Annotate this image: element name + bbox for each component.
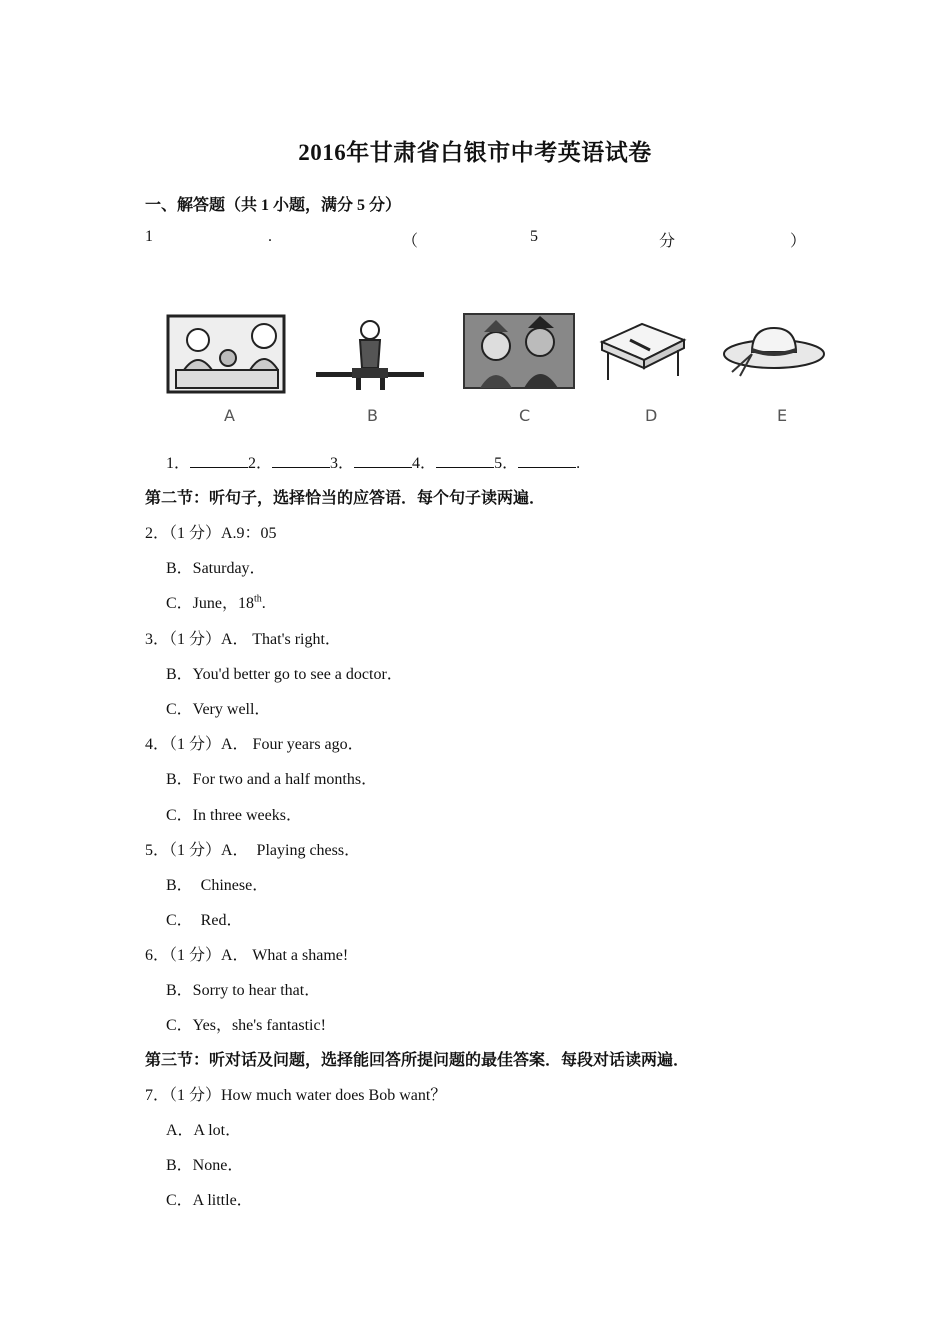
blanks-end: .: [576, 455, 581, 472]
question-7-option-a: A．A lot．: [166, 1122, 242, 1139]
question-2-option-c-sup: th: [254, 593, 262, 605]
question-2-option-c: [166, 590, 266, 613]
answer-blank-1[interactable]: [190, 453, 248, 468]
q1-rparen: ）: [790, 233, 807, 250]
picture-label-b: B: [367, 406, 378, 425]
q1-unit: 分: [659, 233, 676, 250]
blank-label-5: 5．: [494, 455, 519, 472]
question-6-option-c: C．Yes，she's fantastic!: [166, 1017, 326, 1034]
answer-blanks-row: [166, 450, 580, 473]
question-3-stem: 3．（1 分）A． That's right．: [145, 631, 341, 648]
question-6-option-b: B．Sorry to hear that．: [166, 982, 321, 999]
question-3-option-b: B．You'd better go to see a doctor．: [166, 666, 403, 683]
question-5-option-c: C． Red．: [166, 912, 243, 929]
page-title: 2016年甘肃省白银市中考英语试卷: [298, 140, 652, 165]
q1-dot: .: [268, 228, 272, 245]
answer-blank-5[interactable]: [518, 453, 576, 468]
q1-number: 1: [145, 228, 153, 245]
question-2-option-c-end: .: [261, 595, 266, 612]
question-7-option-c: C．A little．: [166, 1192, 253, 1209]
question-5-stem: 5．（1 分）A． Playing chess．: [145, 842, 361, 859]
q1-score: 5: [530, 228, 538, 245]
answer-blank-4[interactable]: [436, 453, 494, 468]
blank-label-1: 1．: [166, 455, 191, 472]
picture-label-e: E: [777, 406, 788, 425]
picture-b-person-sitting: [312, 310, 428, 396]
blank-label-2: 2．: [248, 455, 273, 472]
section3-heading: 第三节：听对话及问题，选择能回答所提问题的最佳答案．每段对话读两遍．: [145, 1052, 690, 1069]
blank-label-3: 3．: [330, 455, 355, 472]
question-5-option-b: B． Chinese．: [166, 877, 269, 894]
question-4-option-b: B．For two and a half months．: [166, 771, 378, 788]
picture-label-a: A: [224, 406, 235, 425]
question-3-option-c: C．Very well．: [166, 701, 271, 718]
question-2-option-b: B．Saturday．: [166, 560, 266, 577]
picture-row: [166, 310, 836, 430]
picture-e-hat: [722, 310, 828, 388]
question-4-stem: 4．（1 分）A． Four years ago．: [145, 736, 364, 753]
picture-label-c: C: [519, 406, 531, 425]
answer-blank-2[interactable]: [272, 453, 330, 468]
q1-lparen: （: [402, 233, 419, 250]
section2-heading: 第二节：听句子，选择恰当的应答语．每个句子读两遍．: [145, 490, 546, 507]
section1-heading: 一、解答题（共 1 小题，满分 5 分）: [145, 197, 402, 214]
picture-c-two-people: [462, 310, 576, 392]
blank-label-4: 4．: [412, 455, 437, 472]
question-2-stem: 2．（1 分）A.9：05: [145, 525, 277, 542]
answer-blank-3[interactable]: [354, 453, 412, 468]
picture-d-desk: [598, 310, 688, 388]
question-7-option-b: B．None．: [166, 1157, 244, 1174]
picture-label-d: D: [645, 406, 658, 425]
question-6-stem: 6．（1 分）A． What a shame!: [145, 947, 349, 964]
question-4-option-c: C．In three weeks．: [166, 807, 302, 824]
question-7-stem: 7．（1 分）How much water does Bob want？: [145, 1087, 447, 1104]
picture-a-family-meal: [166, 310, 288, 396]
question-2-option-c-text: C．June，18: [166, 595, 255, 612]
